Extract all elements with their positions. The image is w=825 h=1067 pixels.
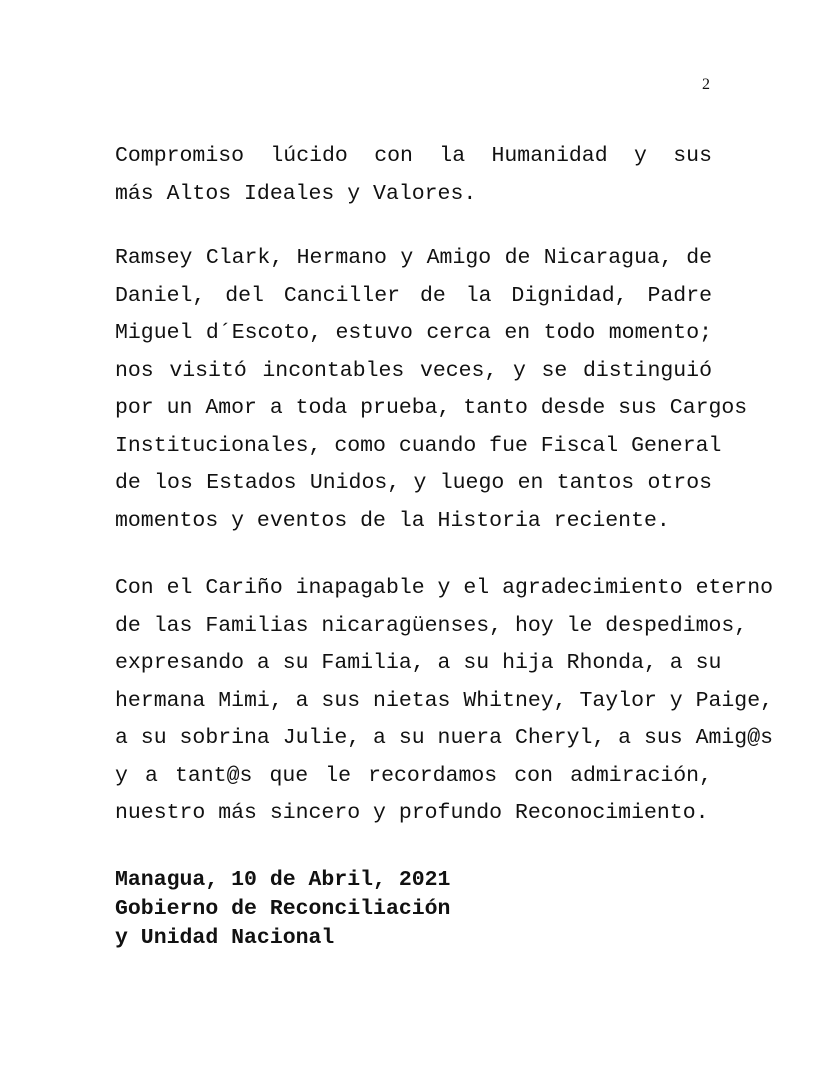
paragraph-line: Ramsey Clark, Hermano y Amigo de Nicaragua, de <box>115 246 712 270</box>
signature-place-date: Managua, 10 de Abril, 2021 <box>115 868 451 892</box>
paragraph-1 <box>115 138 712 213</box>
paragraph-line: Compromiso lúcido con la Humanidad y sus <box>115 144 712 168</box>
paragraph-line: nos visitó incontables veces, y se distinguió <box>115 358 712 383</box>
paragraph-line: momentos y eventos de la Historia reciente. <box>115 508 670 533</box>
paragraph-line: por un Amor a toda prueba, tanto desde sus Cargos <box>115 396 748 420</box>
paragraph-line: más Altos Ideales y Valores. <box>115 181 477 206</box>
paragraph-line: Con el Cariño inapagable y el agradecimiento eterno <box>115 576 774 600</box>
paragraph-line: y a tant@s que le recordamos con admiración, <box>115 763 712 788</box>
paragraph-line: hermana Mimi, a sus nietas Whitney, Taylor y Paige, <box>115 688 774 713</box>
paragraph-line: a su sobrina Julie, a su nuera Cheryl, a sus Amig@s <box>115 726 774 750</box>
paragraph-line: Daniel, del Canciller de la Dignidad, Padre <box>115 283 712 308</box>
paragraph-line: expresando a su Familia, a su hija Rhonda, a su <box>115 651 722 675</box>
paragraph-3 <box>115 570 774 833</box>
paragraph-line: nuestro más sincero y profundo Reconocimiento. <box>115 801 709 825</box>
signature-institution-line-1: Gobierno de Reconciliación <box>115 897 451 921</box>
paragraph-2 <box>115 240 748 540</box>
page-number: 2 <box>702 76 710 93</box>
signature-institution-line-2: y Unidad Nacional <box>115 926 335 950</box>
paragraph-line: Institucionales, como cuando fue Fiscal General <box>115 433 722 458</box>
paragraph-line: Miguel d´Escoto, estuvo cerca en todo momento; <box>115 321 712 345</box>
paragraph-line: de las Familias nicaragüenses, hoy le despedimos, <box>115 613 748 638</box>
signature-block <box>115 866 450 953</box>
paragraph-line: de los Estados Unidos, y luego en tantos otros <box>115 471 712 495</box>
